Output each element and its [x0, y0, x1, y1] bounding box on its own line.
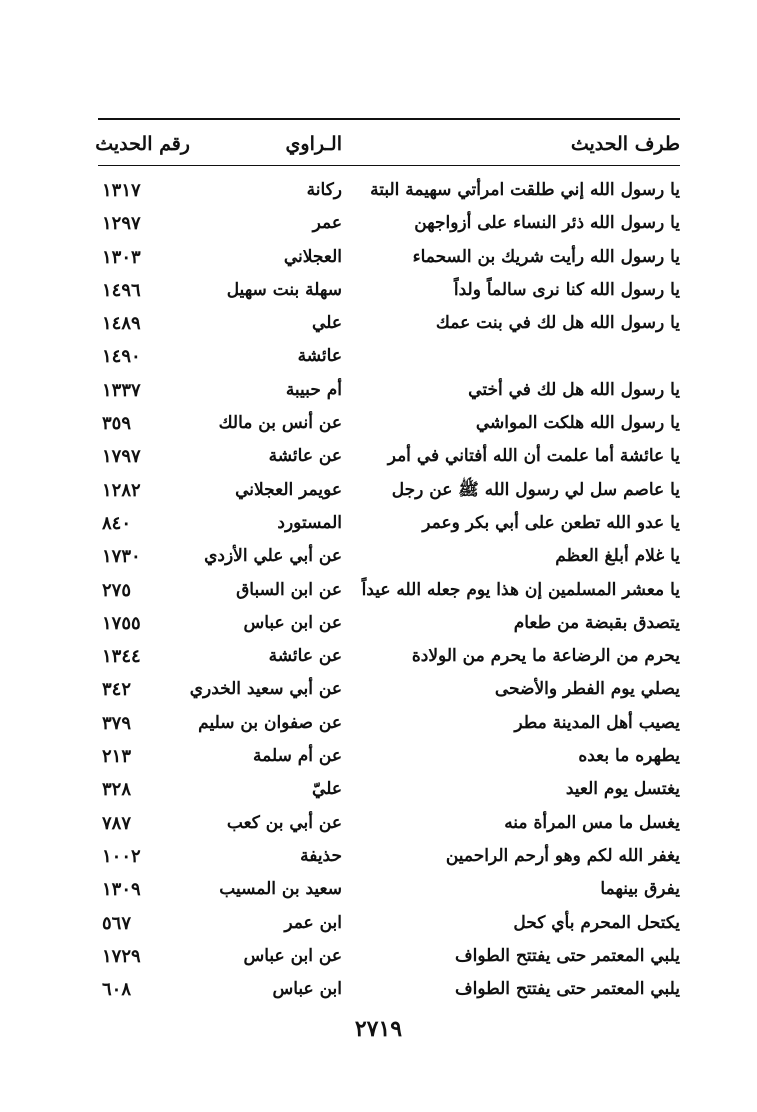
- rawi-name: عمر: [312, 213, 342, 234]
- table-row: [98, 507, 680, 540]
- rawi-name: عن ابن عباس: [243, 945, 342, 966]
- rawi-name: عن أبي علي الأزدي: [204, 546, 342, 567]
- hadith-number: ١٧٣٠: [102, 546, 141, 568]
- table-row: [98, 474, 680, 507]
- hadith-text: يا رسول الله هل لك في بنت عمك: [435, 313, 680, 334]
- hadith-number: ٣٥٩: [102, 413, 132, 435]
- table-body: [98, 174, 680, 1006]
- table-header: [95, 126, 680, 162]
- rawi-name: عن عائشة: [268, 646, 342, 667]
- header-rule: [98, 165, 680, 166]
- hadith-number: ١٤٩٠: [102, 346, 141, 368]
- table-row: [98, 907, 680, 940]
- header-hadith: طرف الحديث: [570, 133, 680, 155]
- hadith-text: يا رسول الله هلكت المواشي: [475, 413, 680, 434]
- table-row: [98, 574, 680, 607]
- hadith-text: يغتسل يوم العيد: [565, 779, 680, 800]
- rawi-name: عن ابن عباس: [243, 612, 342, 633]
- rawi-name: علي: [312, 313, 342, 334]
- hadith-text: يا معشر المسلمين إن هذا يوم جعله الله عيداً: [361, 579, 680, 600]
- hadith-text: يا رسول الله رأيت شريك بن السحماء: [412, 246, 680, 267]
- rawi-name: ابن عمر: [284, 912, 342, 933]
- hadith-text: يغفر الله لكم وهو أرحم الراحمين: [445, 845, 680, 866]
- hadith-text: يلبي المعتمر حتى يفتتح الطواف: [455, 979, 680, 1000]
- rawi-name: عائشة: [297, 346, 342, 367]
- table-row: [98, 274, 680, 307]
- hadith-number: ٣٤٢: [102, 679, 132, 701]
- page-number: ٢٧١٩: [354, 1016, 403, 1042]
- hadith-text: يا رسول الله ذئر النساء على أزواجهن: [414, 213, 680, 234]
- hadith-number: ١٣٣٧: [102, 379, 141, 401]
- rawi-name: عويمر العجلاني: [235, 479, 342, 500]
- hadith-number: ١٤٩٦: [102, 279, 141, 301]
- rawi-name: حذيفة: [300, 845, 342, 866]
- hadith-text: يا رسول الله كنا نرى سالماً ولداً: [453, 279, 680, 300]
- header-number: رقم الحديث: [95, 133, 190, 155]
- hadith-text: يا عائشة أما علمت أن الله أفتاني في أمر: [387, 446, 680, 467]
- header-rawi: الـراوي: [285, 133, 342, 155]
- hadith-text: يطهره ما بعده: [578, 746, 680, 767]
- table-row: [98, 241, 680, 274]
- rawi-name: عن أنس بن مالك: [218, 413, 342, 434]
- hadith-text: يصيب أهل المدينة مطر: [514, 712, 680, 733]
- table-row: [98, 840, 680, 873]
- hadith-text: يتصدق بقبضة من طعام: [513, 612, 680, 633]
- hadith-number: ٢٧٥: [102, 579, 132, 601]
- table-row: [98, 973, 680, 1006]
- table-row: [98, 673, 680, 706]
- hadith-text: يا رسول الله هل لك في أختي: [468, 379, 680, 400]
- hadith-number: ١٢٨٢: [102, 479, 141, 501]
- rawi-name: عن صفوان بن سليم: [198, 712, 342, 733]
- rawi-name: عن أم سلمة: [253, 746, 342, 767]
- rawi-name: العجلاني: [283, 246, 342, 267]
- table-row: [98, 873, 680, 906]
- hadith-number: ١٣٤٤: [102, 646, 141, 668]
- rawi-name: سهلة بنت سهيل: [226, 279, 342, 300]
- hadith-text: يا غلام أبلغ العظم: [555, 546, 680, 567]
- hadith-number: ١٠٠٢: [102, 845, 141, 867]
- rawi-name: عليّ: [312, 779, 342, 800]
- rawi-name: عن ابن السباق: [236, 579, 342, 600]
- rawi-name: عن أبي بن كعب: [226, 812, 342, 833]
- rawi-name: عن عائشة: [268, 446, 342, 467]
- hadith-text: يفرق بينهما: [600, 879, 680, 900]
- hadith-text: يحرم من الرضاعة ما يحرم من الولادة: [411, 646, 680, 667]
- hadith-text: يا عاصم سل لي رسول الله ﷺ عن رجل: [391, 479, 680, 500]
- hadith-number: ١٣٠٩: [102, 879, 141, 901]
- hadith-text: يصلي يوم الفطر والأضحى: [494, 679, 680, 700]
- hadith-text: يا عدو الله تطعن على أبي بكر وعمر: [422, 512, 680, 533]
- rawi-name: عن أبي سعيد الخدري: [189, 679, 342, 700]
- table-row: [98, 374, 680, 407]
- table-row: [98, 207, 680, 240]
- hadith-text: يا رسول الله إني طلقت امرأتي سهيمة البتة: [370, 180, 680, 200]
- table-row: [98, 707, 680, 740]
- table-row: [98, 773, 680, 806]
- hadith-number: ٦٠٨: [102, 979, 132, 1001]
- rawi-name: ركانة: [306, 180, 342, 200]
- table-row: [98, 407, 680, 440]
- top-rule: [98, 118, 680, 120]
- hadith-number: ١٧٩٧: [102, 446, 141, 468]
- hadith-number: ٢١٣: [102, 746, 132, 768]
- hadith-number: ٧٨٧: [102, 812, 132, 834]
- hadith-number: ٣٧٩: [102, 712, 132, 734]
- table-row: [98, 740, 680, 773]
- table-row: [98, 174, 680, 207]
- hadith-number: ٣٢٨: [102, 779, 132, 801]
- rawi-name: أم حبيبة: [285, 379, 342, 400]
- hadith-text: يكتحل المحرم بأي كحل: [513, 912, 680, 933]
- hadith-number: ١٧٥٥: [102, 612, 141, 634]
- hadith-text: يلبي المعتمر حتى يفتتح الطواف: [455, 945, 680, 966]
- table-row: [98, 607, 680, 640]
- rawi-name: سعيد بن المسيب: [219, 879, 342, 900]
- hadith-number: ١٣١٧: [102, 180, 141, 201]
- hadith-number: ٨٤٠: [102, 512, 132, 534]
- table-row: [98, 340, 680, 373]
- table-row: [98, 440, 680, 473]
- table-row: [98, 640, 680, 673]
- table-row: [98, 540, 680, 573]
- hadith-number: ١٢٩٧: [102, 213, 141, 235]
- hadith-number: ١٤٨٩: [102, 313, 141, 335]
- rawi-name: المستورد: [277, 512, 342, 533]
- rawi-name: ابن عباس: [272, 979, 342, 1000]
- table-row: [98, 307, 680, 340]
- hadith-number: ١٧٢٩: [102, 945, 141, 967]
- hadith-number: ٥٦٧: [102, 912, 132, 934]
- table-row: [98, 940, 680, 973]
- hadith-text: يغسل ما مس المرأة منه: [504, 812, 680, 833]
- hadith-number: ١٣٠٣: [102, 246, 141, 268]
- table-row: [98, 807, 680, 840]
